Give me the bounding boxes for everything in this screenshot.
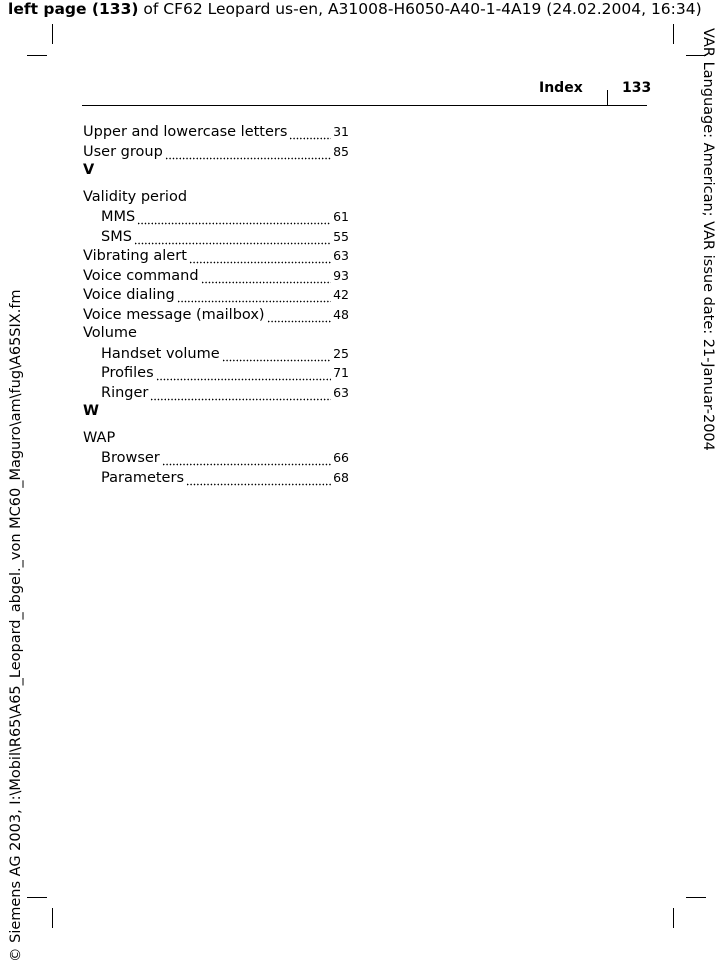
index-entry-page: 66: [333, 450, 349, 465]
index-entry-page: 68: [333, 469, 349, 485]
index-entry-text: Ringer: [101, 384, 149, 401]
crop-mark: [27, 897, 47, 898]
leader-dots: [162, 462, 331, 468]
print-info-details: of CF62 Leopard us-en, A31008-H6050-A40-1-4A19 (24.02.2004, 16:34): [138, 0, 702, 18]
index-entry-page: 63: [333, 384, 349, 400]
leader-dots: [150, 396, 331, 402]
leader-dots: [165, 155, 331, 161]
index-subentry: [83, 448, 349, 468]
crop-mark: [673, 24, 674, 44]
index-entry-text: Validity period: [83, 188, 188, 205]
index-entry-text: Vibrating alert: [83, 248, 187, 264]
index-entry-page: 55: [333, 228, 349, 244]
crop-mark: [27, 55, 47, 56]
index-entry: [83, 429, 349, 449]
leader-dots: [289, 136, 331, 142]
index-entry-text: Profiles: [101, 365, 154, 381]
index-entry-page: 31: [333, 124, 349, 139]
index-entry-page: 63: [333, 248, 349, 263]
crop-mark: [52, 908, 53, 928]
index-entry: [83, 188, 349, 208]
index-list: [83, 122, 349, 487]
index-entry: [83, 142, 349, 162]
index-subentry: [83, 468, 349, 488]
crop-mark: [52, 24, 53, 44]
index-entry-text: Handset volume: [101, 345, 220, 362]
crop-mark: [673, 908, 674, 928]
index-entry-text: Upper and lowercase letters: [83, 124, 288, 140]
index-subentry: [83, 207, 349, 227]
page-number: 133: [622, 80, 652, 96]
index-subentry: [83, 363, 349, 383]
leader-dots: [222, 357, 331, 363]
index-entry-text: Voice command: [83, 267, 199, 284]
leader-dots: [156, 377, 331, 383]
index-entry: [83, 285, 349, 305]
index-entry-page: 93: [333, 267, 349, 283]
file-path-vertical: © Siemens AG 2003, I:\Mobil\R65\A65_Leopard_abgel._von MC60_Maguro\am\fug\A65SIX.fm: [8, 289, 24, 962]
index-entry-text: MMS: [101, 209, 136, 225]
index-section-letter: W: [83, 403, 99, 419]
language-info-vertical: VAR Language: American; VAR issue date: 21-Januar-2004: [700, 28, 716, 451]
header-divider: [607, 90, 608, 106]
crop-mark: [686, 897, 706, 898]
index-entry-text: Voice dialing: [83, 287, 175, 303]
index-entry-text: Volume: [83, 325, 137, 341]
index-subentry: [83, 383, 349, 403]
index-entry: [83, 324, 349, 344]
index-entry: [83, 122, 349, 142]
index-entry: [83, 266, 349, 286]
leader-dots: [137, 221, 331, 227]
leader-dots: [177, 299, 331, 305]
index-entry-page: 61: [333, 209, 349, 224]
index-entry-text: WAP: [83, 429, 116, 446]
leader-dots: [267, 318, 332, 324]
print-info-line: [8, 0, 702, 19]
leader-dots: [186, 481, 331, 487]
index-subentry: [83, 344, 349, 364]
index-subentry: [83, 227, 349, 247]
index-entry-text: Parameters: [101, 469, 184, 486]
index-entry: [83, 305, 349, 325]
print-info-page: left page (133): [8, 0, 139, 18]
index-entry-text: Browser: [101, 450, 160, 466]
index-entry-text: User group: [83, 143, 163, 160]
header-rule: [82, 105, 647, 106]
index-entry-page: 71: [333, 365, 349, 380]
leader-dots: [189, 260, 331, 266]
page-title: Index: [539, 80, 583, 96]
index-section-letter: V: [83, 162, 95, 178]
index-entry: [83, 246, 349, 266]
index-entry-page: 48: [333, 306, 349, 322]
index-entry-text: Voice message (mailbox): [83, 306, 265, 323]
leader-dots: [201, 279, 332, 285]
index-entry-page: 85: [333, 143, 349, 159]
leader-dots: [134, 240, 331, 246]
index-entry-page: 42: [333, 287, 349, 302]
index-entry-page: 25: [333, 345, 349, 361]
index-entry-text: SMS: [101, 228, 132, 245]
